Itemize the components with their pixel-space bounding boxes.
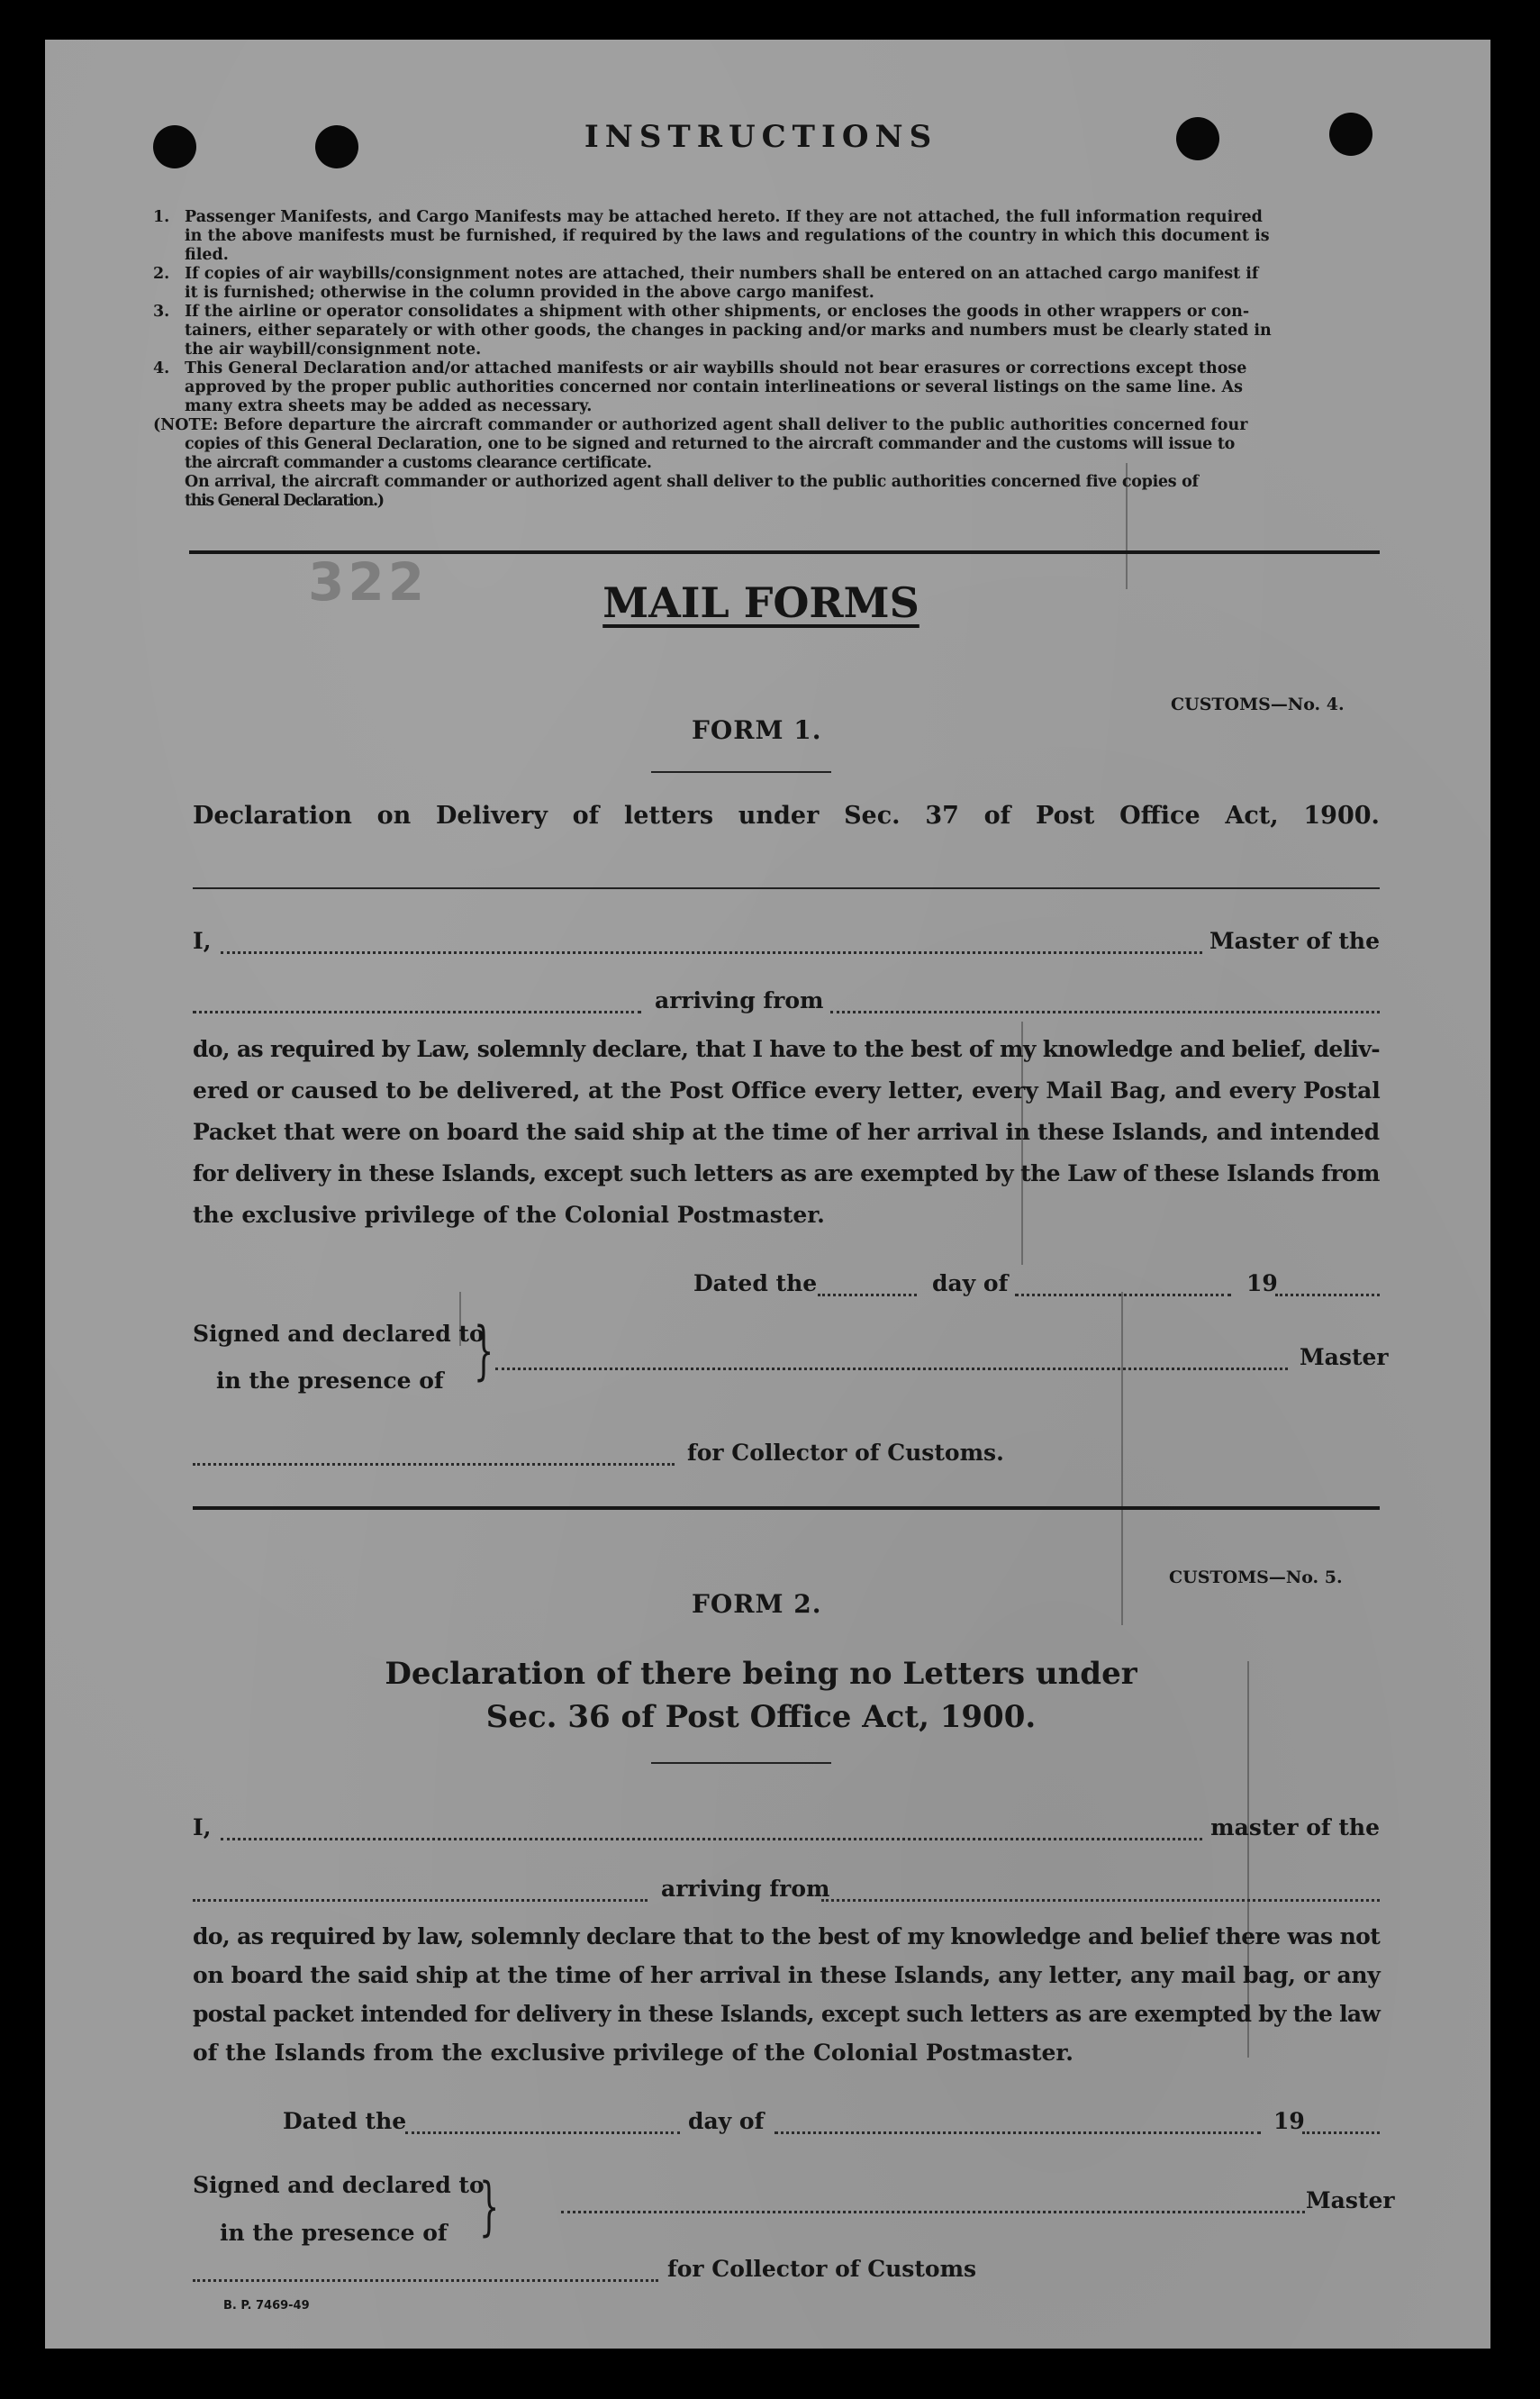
form2-year-prefix: 19 — [1273, 2108, 1305, 2134]
form1-name-blank[interactable] — [221, 951, 1202, 954]
form1-declaration-word: under — [738, 802, 820, 830]
form1-origin-blank[interactable] — [830, 1011, 1380, 1013]
form2-collector: for Collector of Customs — [667, 2256, 977, 2282]
instruction-number: 2. — [153, 265, 170, 283]
form1-day-of: day of — [932, 1270, 1009, 1296]
form1-declaration-word: Delivery — [436, 802, 548, 830]
form2-dated-the: Dated the — [283, 2108, 407, 2134]
form2-signed-line2: in the presence of — [220, 2220, 448, 2246]
form1-date-blank[interactable] — [818, 1294, 917, 1296]
form1-declaration-heading — [193, 802, 1380, 830]
form1-body-line: the exclusive privilege of the Colonial Postmaster. — [193, 1202, 825, 1228]
form2-declaration-heading — [45, 1652, 1477, 1739]
form1-collector-blank[interactable] — [193, 1463, 675, 1466]
form1-declaration-word: Post — [1036, 802, 1095, 830]
form2-signed-line1: Signed and declared to — [193, 2172, 485, 2198]
form1-master-blank[interactable] — [495, 1368, 1288, 1370]
form1-body — [193, 1029, 1380, 1236]
form2-day-of: day of — [688, 2108, 765, 2134]
instruction-line: If the airline or operator consolidates a shipment with other shipments, or encloses the goods in other wrappers or con- — [185, 303, 1250, 321]
form2-body — [193, 1917, 1380, 2072]
document-sheet — [45, 40, 1490, 2349]
form2-date-blank[interactable] — [405, 2131, 680, 2134]
form1-ship-blank[interactable] — [193, 1011, 641, 1013]
form1-year-prefix: 19 — [1246, 1270, 1278, 1296]
instruction-number: 4. — [153, 359, 170, 377]
form2-ship-blank[interactable] — [193, 1899, 648, 1902]
instruction-line: This General Declaration and/or attached manifests or air waybills should not bear erasures or corrections except those — [185, 359, 1247, 377]
form1-customs-number: CUSTOMS—No. 4. — [1171, 695, 1345, 714]
form2-master: Master — [1306, 2187, 1395, 2213]
form2-name-blank[interactable] — [221, 1838, 1202, 1840]
instruction-line: filed. — [185, 246, 229, 264]
form2-title-rule — [651, 1762, 831, 1764]
form1-heading-rule — [193, 887, 1380, 889]
form1-signed-line2: in the presence of — [216, 1368, 444, 1394]
instruction-item-3 — [153, 303, 1382, 359]
form1-body-line: do, as required by Law, solemnly declare, that I have to the best of my knowledge and belief, deliv- — [193, 1036, 1380, 1062]
form2-master-of-the: master of the — [1210, 1814, 1380, 1840]
instruction-item-2 — [153, 265, 1382, 303]
form1-declaration-word: letters — [624, 802, 714, 830]
form1-declaration-word: Office — [1119, 802, 1200, 830]
form2-body-line: do, as required by law, solemnly declare that to the best of my knowledge and belief there was not — [193, 1923, 1381, 1949]
form2-arriving-from: arriving from — [661, 1876, 830, 1902]
instruction-line: tainers, either separately or with other goods, the changes in packing and/or marks and numbers must be clearly stated in — [185, 322, 1272, 340]
form1-month-blank[interactable] — [1015, 1294, 1231, 1296]
form-code: B. P. 7469-49 — [223, 2299, 310, 2313]
form2-origin-blank[interactable] — [821, 1899, 1380, 1902]
instruction-line: If copies of air waybills/consignment notes are attached, their numbers shall be entered on an attached cargo manifest if — [185, 265, 1259, 283]
form2-title: FORM 2. — [692, 1589, 822, 1619]
form1-signed-line1: Signed and declared to — [193, 1321, 485, 1347]
form2-customs-number: CUSTOMS—No. 5. — [1169, 1568, 1343, 1587]
note-line: this General Declaration.) — [185, 492, 384, 510]
form1-title: FORM 1. — [692, 715, 822, 745]
form2-i-label: I, — [193, 1814, 212, 1840]
form1-brace: } — [474, 1313, 494, 1387]
stamp-number: 322 — [308, 551, 429, 613]
form1-arriving-from: arriving from — [655, 987, 824, 1013]
instruction-line: approved by the proper public authorities concerned nor contain interlineations or several listings on the same line. As — [185, 378, 1243, 396]
form1-year-blank[interactable] — [1275, 1294, 1380, 1296]
note-line: On arrival, the aircraft commander or authorized agent shall deliver to the public authorities concerned five copies of — [185, 473, 1199, 491]
form1-declaration-word: of — [983, 802, 1011, 830]
form2-month-blank[interactable] — [775, 2131, 1261, 2134]
form1-declaration-word: on — [376, 802, 412, 830]
form2-year-blank[interactable] — [1302, 2131, 1380, 2134]
form2-body-line: on board the said ship at the time of her arrival in these Islands, any letter, any mail bag, or any — [193, 1962, 1381, 1988]
form1-title-rule — [651, 771, 831, 773]
form1-i-label: I, — [193, 928, 212, 954]
form2-body-line: postal packet intended for delivery in these Islands, except such letters as are exempted by the law — [193, 2001, 1381, 2027]
form2-collector-blank[interactable] — [193, 2279, 658, 2282]
fold-line — [1121, 1292, 1123, 1625]
form1-declaration-word: 37 — [925, 802, 959, 830]
form2-declaration-line: Declaration of there being no Letters under — [385, 1656, 1137, 1692]
instruction-line: many extra sheets may be added as necessary. — [185, 397, 593, 415]
form2-declaration-line: Sec. 36 of Post Office Act, 1900. — [485, 1699, 1037, 1735]
form2-body-line: of the Islands from the exclusive privilege of the Colonial Postmaster. — [193, 2040, 1074, 2066]
form1-declaration-word: Sec. — [844, 802, 901, 830]
form1-collector: for Collector of Customs. — [687, 1440, 1004, 1466]
form-divider — [193, 1506, 1380, 1510]
form1-declaration-word: 1900. — [1303, 802, 1380, 830]
form1-dated-the: Dated the — [693, 1270, 818, 1296]
instruction-line: Passenger Manifests, and Cargo Manifests may be attached hereto. If they are not attached, the full information required — [185, 208, 1263, 226]
form1-body-line: Packet that were on board the said ship at the time of her arrival in these Islands, and intended — [193, 1119, 1380, 1145]
instruction-item-1 — [153, 208, 1382, 265]
form1-body-line: ered or caused to be delivered, at the Post Office every letter, every Mail Bag, and every Postal — [193, 1077, 1381, 1104]
instruction-note — [153, 416, 1382, 511]
instruction-number: 1. — [153, 208, 170, 226]
instruction-line: in the above manifests must be furnished, if required by the laws and regulations of the country in which this document is — [185, 227, 1270, 245]
form1-declaration-word: of — [572, 802, 600, 830]
instruction-line: the air waybill/consignment note. — [185, 341, 482, 359]
mail-forms-title: MAIL FORMS — [602, 578, 919, 627]
form1-body-line: for delivery in these Islands, except such letters as are exempted by the Law of these Islands from — [193, 1160, 1380, 1186]
note-line: (NOTE: Before departure the aircraft commander or authorized agent shall deliver to the public authorities concerned four — [153, 416, 1248, 434]
form1-master: Master — [1300, 1344, 1389, 1370]
note-line: the aircraft commander a customs clearance certificate. — [185, 454, 652, 472]
instructions-title: INSTRUCTIONS — [584, 119, 938, 155]
instruction-number: 3. — [153, 303, 170, 321]
section-divider — [189, 550, 1380, 554]
form1-master-of-the: Master of the — [1209, 928, 1380, 954]
instruction-item-4 — [153, 359, 1382, 416]
instruction-line: it is furnished; otherwise in the column provided in the above cargo manifest. — [185, 284, 874, 302]
note-line: copies of this General Declaration, one to be signed and returned to the aircraft commander and the customs will issue to — [185, 435, 1236, 453]
form2-brace: } — [479, 2169, 500, 2243]
form1-declaration-word: Declaration — [193, 802, 352, 830]
form1-declaration-word: Act, — [1225, 802, 1279, 830]
form2-master-blank[interactable] — [561, 2211, 1305, 2213]
